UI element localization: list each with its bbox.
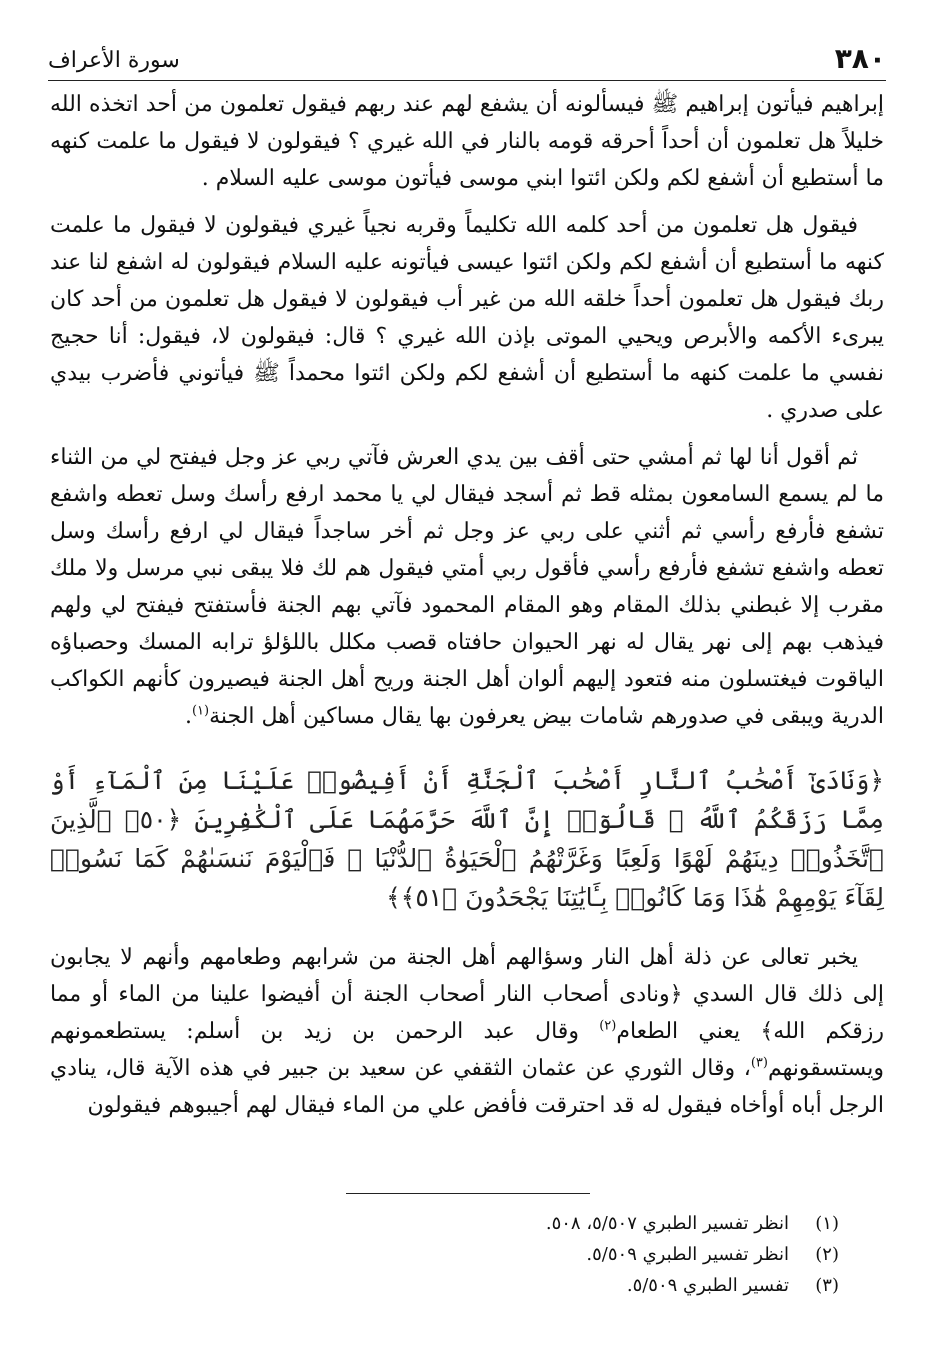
paragraph-3 [50, 439, 884, 735]
main-text [50, 86, 884, 1124]
paragraph-4-part-b: وقال عبد الرحمن بن زيد بن أسلم: يستطعمونهم ويستسقونهم [50, 1019, 884, 1081]
footnote-ref-1: (١) [191, 703, 210, 719]
footnote-rule [346, 1193, 590, 1194]
footnote-number: (١) [815, 1213, 839, 1234]
quran-verse: ﴿وَنَادَىٰٓ أَصْحَٰبُ ٱلنَّارِ أَصْحَٰبَ ٱلْجَنَّةِ أَنْ أَفِيضُوا۟ عَلَيْنَا مِنَ ٱلْمَآءِ أَوْ مِمَّا رَزَقَكُمُ ٱللَّهُ ۚ قَالُوٓا۟ إِنَّ ٱللَّهَ حَرَّمَهُمَا عَلَى ٱلْكَٰفِرِينَ ﴿٥٠﴾ ٱلَّذِينَ ٱتَّخَذُوا۟ دِينَهُمْ لَهْوًا وَلَعِبًا وَغَرَّتْهُمُ ٱلْحَيَوٰةُ ٱلدُّنْيَا ۚ فَٱلْيَوْمَ نَنسَىٰهُمْ كَمَا نَسُوا۟ لِقَآءَ يَوْمِهِمْ هَٰذَا وَمَا كَانُوا۟ بِـَٔايَٰتِنَا يَجْحَدُونَ ﴿٥١﴾﴾ [50, 766, 885, 912]
paragraph-4 [50, 939, 884, 1124]
footnote-text: انظر تفسير الطبري ٥/٥٠٩. [586, 1244, 789, 1265]
footnote-text: تفسير الطبري ٥/٥٠٩. [626, 1275, 789, 1296]
running-title: سورة الأعراف [48, 48, 180, 73]
footnotes [50, 1208, 839, 1301]
header-rule [48, 80, 886, 81]
footnote-ref-2: (٢) [599, 1018, 617, 1034]
footnote-1 [50, 1208, 839, 1239]
paragraph-2: فيقول هل تعلمون من أحد كلمه الله تكليماً وقربه نجياً غيري فيقولون لا فيقول ما علمت كنهه ما أستطيع أن أشفع لكم ولكن ائتوا عيسى فيأتونه عليه السلام فيقولون له اشفع لنا عند ربك فيقول هل تعلمون أحداً خلقه الله من غير أب فيقولون لا فيقول هل تعلمون من أحد كان يبرىء الأكمه والأبرص ويحيي الموتى بإذن الله غيري ؟ قال: فيقولون لا، فيقول: أنا حجيج نفسي ما علمت كنهه ما أستطيع أن أشفع لكم ولكن ائتوا محمداً ﷺ فيأتوني فأضرب بيدي على صدري . [50, 213, 884, 423]
footnote-number: (٢) [815, 1244, 839, 1265]
paragraph-1: إبراهيم فيأتون إبراهيم ﷺ فيسألونه أن يشفع لهم عند ربهم فيقول تعلمون من أحد اتخذه الله خليلاً هل تعلمون أن أحداً أحرقه قومه بالنار في الله غيري ؟ فيقولون لا فيقول ما علمت كنهه ما أستطيع أن أشفع لكم ولكن ائتوا ابني موسى فيأتون موسى عليه السلام . [50, 92, 884, 191]
paragraph-4-part-a: يخبر تعالى عن ذلة أهل النار وسؤالهم أهل الجنة من شرابهم وطعامهم وأنهم لا يجابون إلى ذلك قال السدي ﴿ونادى أصحاب النار أصحاب الجنة أن أفيضوا علينا من الماء أو مما رزقكم الله﴾ يعني الطعام [50, 945, 884, 1044]
paragraph-3-text: ثم أقول أنا لها ثم أمشي حتى أقف بين يدي العرش فآتي ربي عز وجل فيفتح لي من الثناء ما لم يسمع السامعون بمثله قط ثم أسجد فيقال لي يا محمد ارفع رأسك وسل تعطه واشفع تشفع فأرفع رأسي ثم أثني على ربي عز وجل ثم أخر ساجداً فيقال لي ارفع رأسك وسل تعطه واشفع تشفع فأرفع رأسي فأقول ربي أمتي فيقول هم لك فلا يبقى نبي مرسل ولا ملك مقرب إلا غبطني بذلك المقام وهو المقام المحمود فآتي بهم الجنة فأستفتح فيفتح لي ولهم فيذهب بهم إلى نهر يقال له نهر الحيوان حافتاه قصب مكلل باللؤلؤ ترابه المسك وحصباؤه الياقوت فيغتسلون منه فتعود إليهم ألوان أهل الجنة وريح أهل الجنة فيصيرون كأنهم الكواكب الدرية ويبقى في صدورهم شامات بيض يعرفون بها يقال مساكين أهل الجنة [50, 445, 884, 729]
paragraph-3-end: . [184, 704, 192, 729]
paragraph-4-part-c: ، وقال الثوري عن عثمان الثقفي عن سعيد بن جبير في هذه الآية قال، ينادي الرجل أباه أوأخاه فيقول له قد احترقت فأفض علي من الماء فيقال لهم أجيبوهم فيقولون [50, 1056, 884, 1118]
page-number: ٣٨٠ [834, 42, 886, 75]
footnote-text: انظر تفسير الطبري ٥/٥٠٧، ٥٠٨. [545, 1213, 789, 1234]
footnote-3 [50, 1270, 839, 1301]
footnote-2 [50, 1239, 839, 1270]
page-header [48, 42, 886, 78]
footnote-ref-3: (٣) [750, 1055, 768, 1071]
footnote-number: (٣) [815, 1275, 839, 1296]
